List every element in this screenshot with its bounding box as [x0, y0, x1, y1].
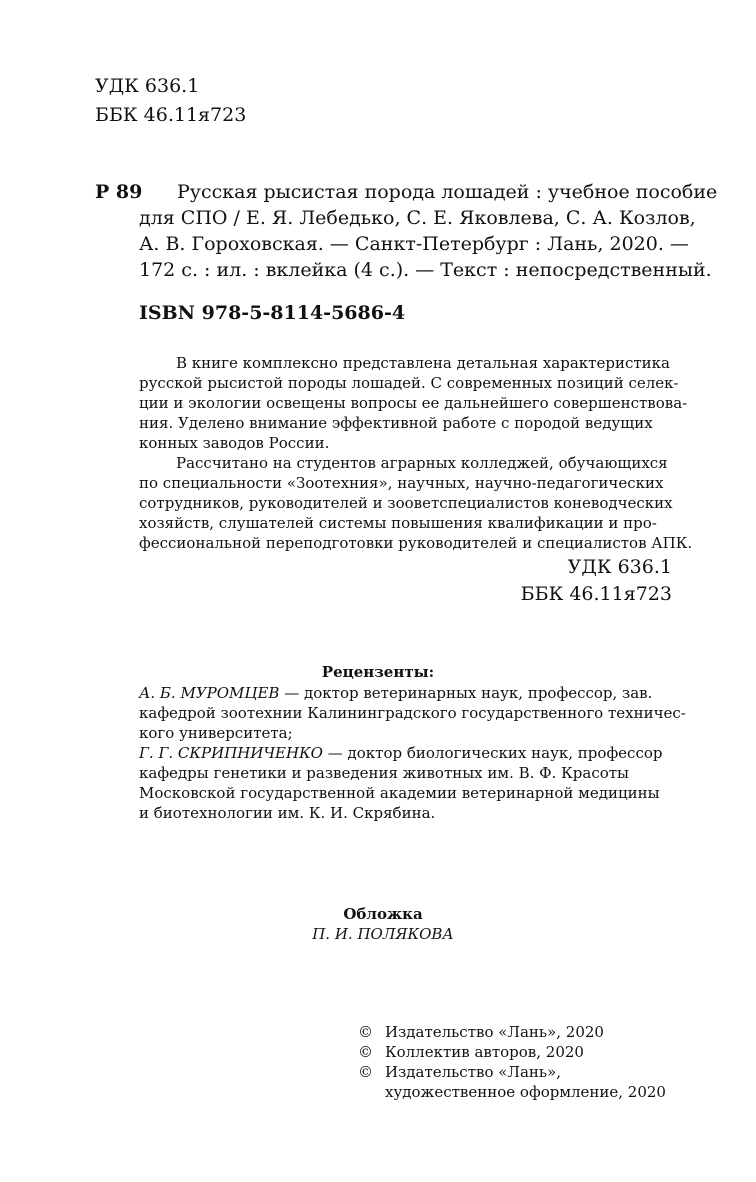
- reviewer-1-name: А. Б. МУРОМЦЕВ: [139, 684, 280, 702]
- annotation-line: Рассчитано на студентов аграрных колледжей, обучающихся: [176, 454, 668, 472]
- copyright-text: Коллектив авторов, 2020: [385, 1043, 584, 1061]
- reviewer-2-line: [139, 743, 663, 763]
- annotation-line: хозяйств, слушателей системы повышения квалификации и про-: [139, 514, 657, 532]
- copyright-icon: ©: [358, 1043, 373, 1061]
- udk-code-bottom: УДК 636.1: [567, 556, 672, 578]
- reviewer-1-line: [139, 683, 652, 703]
- annotation-line: фессиональной переподготовки руководителей и специалистов АПК.: [139, 534, 693, 552]
- reviewers-heading: Рецензенты:: [321, 663, 435, 681]
- copyright-line: [358, 1062, 561, 1082]
- reviewer-2-line: Московской государственной академии ветеринарной медицины: [139, 784, 660, 802]
- annotation-line: В книге комплексно представлена детальная характеристика: [176, 354, 670, 372]
- bibliographic-line: для СПО / Е. Я. Лебедько, С. Е. Яковлева, С. А. Козлов,: [139, 207, 696, 229]
- annotation-line: ния. Уделено внимание эффективной работе с породой ведущих: [139, 414, 653, 432]
- bibliographic-line: Русская рысистая порода лошадей : учебное пособие: [177, 181, 718, 203]
- copyright-icon: ©: [358, 1063, 373, 1081]
- reviewer-1-line: кафедрой зоотехнии Калининградского государственного техничес-: [139, 704, 686, 722]
- annotation-line: ции и экологии освещены вопросы ее дальнейшего совершенствова-: [139, 394, 688, 412]
- reviewer-1-line: кого университета;: [139, 724, 293, 742]
- bibliographic-line: А. В. Гороховская. — Санкт-Петербург : Лань, 2020. —: [139, 233, 689, 255]
- reviewer-2-line: кафедры генетики и разведения животных им. В. Ф. Красоты: [139, 764, 629, 782]
- reviewer-1-title: — доктор ветеринарных наук, профессор, зав.: [279, 684, 653, 702]
- bbk-code-bottom: ББК 46.11я723: [520, 583, 672, 605]
- copyright-line: [358, 1022, 604, 1042]
- annotation-line: конных заводов России.: [139, 434, 330, 452]
- cover-heading: Обложка: [343, 905, 423, 923]
- isbn: ISBN 978-5-8114-5686-4: [139, 302, 406, 324]
- bibliographic-line: 172 с. : ил. : вклейка (4 с.). — Текст : непосредственный.: [139, 259, 712, 281]
- copyright-icon: ©: [358, 1023, 373, 1041]
- annotation-line: русской рысистой породы лошадей. С современных позиций селек-: [139, 374, 679, 392]
- author-mark: Р 89: [95, 181, 143, 203]
- copyright-text: Издательство «Лань», 2020: [385, 1023, 604, 1041]
- copyright-text: Издательство «Лань»,: [385, 1063, 562, 1081]
- bbk-code-top: ББК 46.11я723: [95, 104, 247, 126]
- annotation-line: по специальности «Зоотехния», научных, научно-педагогических: [139, 474, 664, 492]
- reviewer-2-title: — доктор биологических наук, профессор: [322, 744, 663, 762]
- copyright-line: художественное оформление, 2020: [385, 1083, 666, 1101]
- udk-code-top: УДК 636.1: [95, 75, 200, 97]
- annotation-line: сотрудников, руководителей и зооветспециалистов коневодческих: [139, 494, 673, 512]
- reviewer-2-line: и биотехнологии им. К. И. Скрябина.: [139, 804, 436, 822]
- copyright-line: [358, 1042, 584, 1062]
- reviewer-2-name: Г. Г. СКРИПНИЧЕНКО: [139, 744, 323, 762]
- cover-artist: П. И. ПОЛЯКОВА: [312, 925, 454, 943]
